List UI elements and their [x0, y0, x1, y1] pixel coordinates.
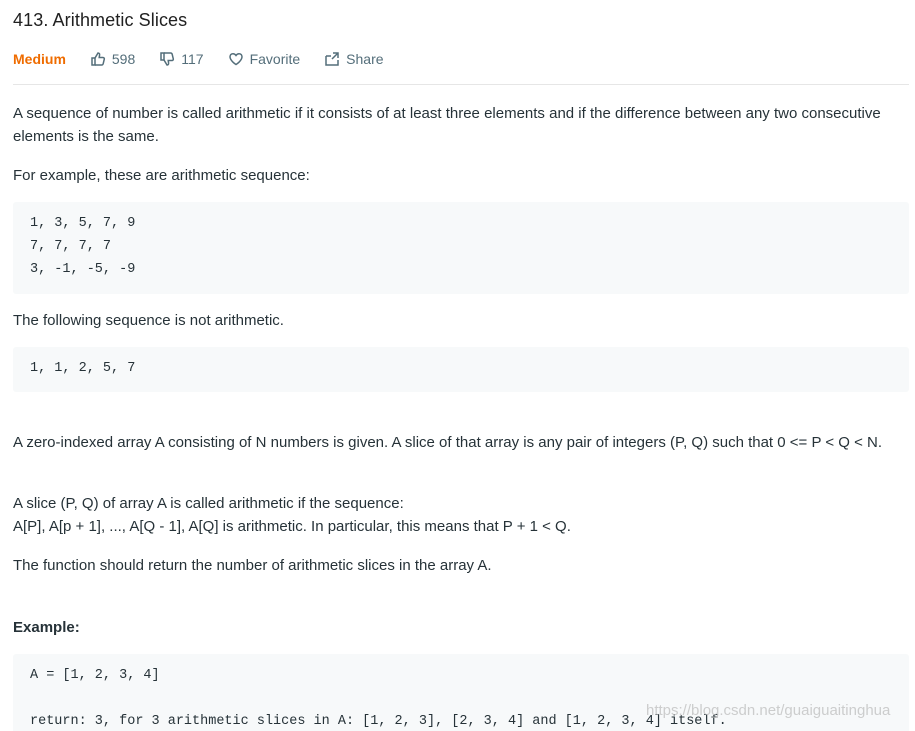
example-heading: Example: — [13, 619, 80, 636]
share-button[interactable] — [324, 51, 383, 67]
code-line: 3, -1, -5, -9 — [30, 262, 136, 277]
share-icon — [324, 51, 340, 67]
heart-icon — [228, 51, 244, 67]
description-paragraph-5a: A slice (P, Q) of array A is called arithmetic if the sequence: — [13, 495, 404, 512]
dislike-count: 117 — [181, 51, 204, 67]
description-paragraph-1: A sequence of number is called arithmetic if it consists of at least three elements and if the difference between any two consecutive elements is the same. — [13, 105, 881, 145]
description-paragraph-5b: A[P], A[p + 1], ..., A[Q - 1], A[Q] is arithmetic. In particular, this means that P + 1 < Q. — [13, 518, 571, 535]
thumbs-down-icon — [159, 51, 175, 67]
code-line: 1, 3, 5, 7, 9 — [30, 216, 136, 231]
description-paragraph-2: For example, these are arithmetic sequence: — [13, 167, 310, 184]
code-line: A = [1, 2, 3, 4] — [30, 668, 160, 683]
dislike-button[interactable] — [159, 51, 203, 67]
thumbs-up-icon — [90, 51, 106, 67]
code-line: 7, 7, 7, 7 — [30, 239, 112, 254]
problem-title: 413. Arithmetic Slices — [13, 10, 188, 30]
favorite-label: Favorite — [249, 51, 301, 67]
favorite-button[interactable] — [228, 51, 301, 67]
description-paragraph-4: A zero-indexed array A consisting of N numbers is given. A slice of that array is any pair of integers (P, Q) such that 0 <= P < Q < N. — [13, 434, 883, 451]
header-divider — [13, 84, 909, 85]
description-paragraph-3: The following sequence is not arithmetic. — [13, 312, 284, 329]
code-line: return: 3, for 3 arithmetic slices in A: [1, 2, 3], [2, 3, 4] and [1, 2, 3, 4] itself. — [30, 714, 727, 729]
problem-meta-bar — [13, 49, 408, 69]
code-block-non-arithmetic-example — [13, 347, 909, 392]
watermark-text: https://blog.csdn.net/guaiguaitinghua — [646, 702, 891, 719]
code-line: 1, 1, 2, 5, 7 — [30, 361, 136, 376]
like-count: 598 — [111, 51, 136, 67]
share-label: Share — [346, 51, 384, 67]
difficulty-label: Medium — [13, 51, 66, 67]
description-paragraph-6: The function should return the number of arithmetic slices in the array A. — [13, 557, 492, 574]
code-block-arithmetic-examples — [13, 202, 909, 294]
like-button[interactable] — [90, 51, 135, 67]
code-block-example — [13, 654, 909, 731]
